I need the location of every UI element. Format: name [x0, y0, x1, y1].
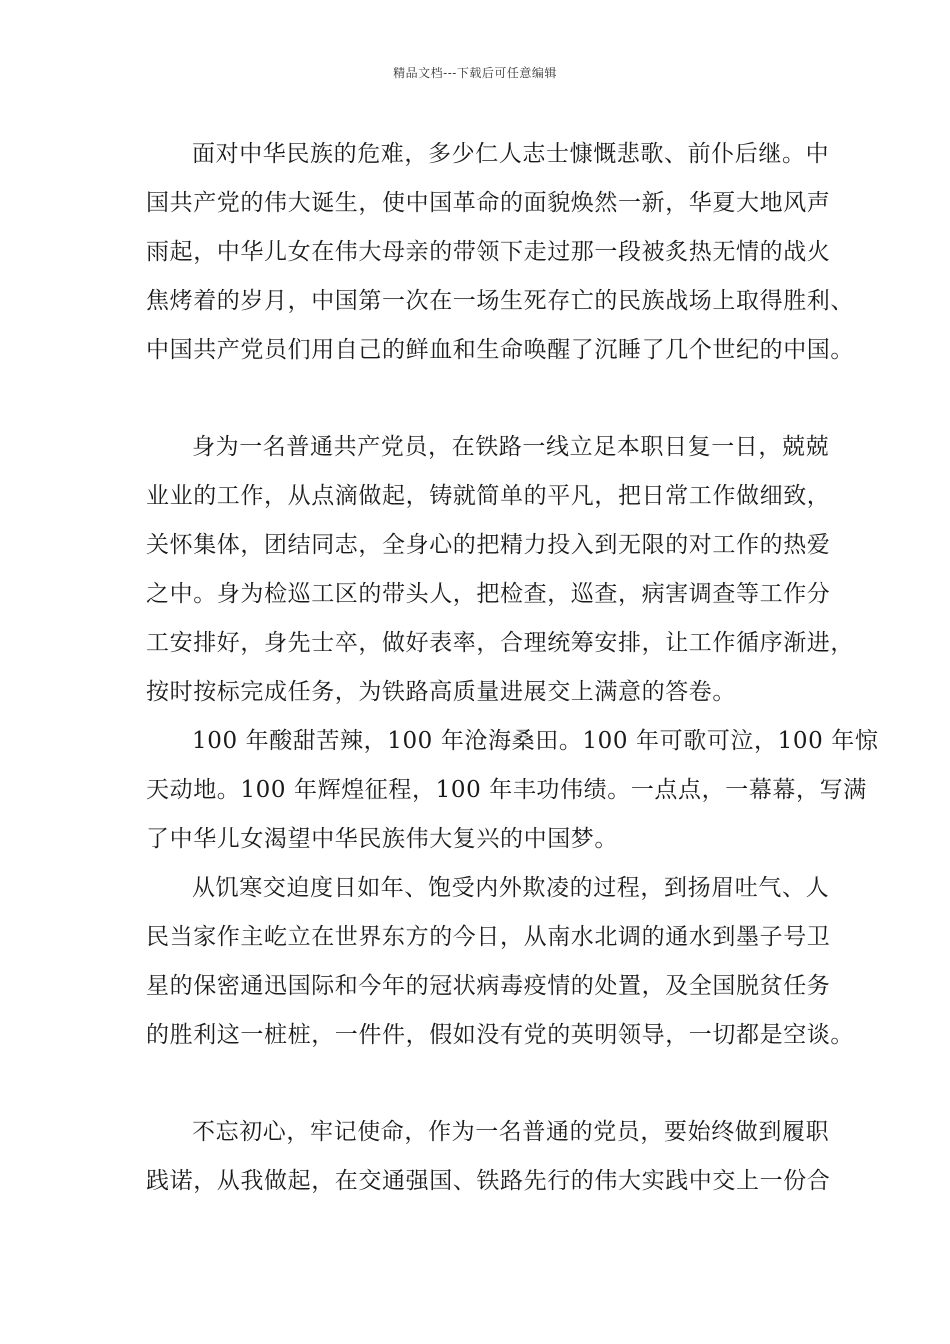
- paragraph-line: 民当家作主屹立在世界东方的今日，从南水北调的通水到墨子号卫: [146, 924, 831, 950]
- paragraph-line: 的胜利这一桩桩，一件件，假如没有党的英明领导，一切都是空谈。: [146, 1022, 854, 1048]
- paragraph-5: [146, 1108, 831, 1206]
- paragraph-4: [146, 864, 854, 1060]
- paragraph-line: 了中华儿女渴望中华民族伟大复兴的中国梦。: [146, 826, 618, 852]
- paragraph-line: 100 年酸甜苦辣，100 年沧海桑田。100 年可歌可泣，100 年惊: [192, 728, 879, 754]
- page-header: 精品文档---下载后可任意编辑: [393, 66, 557, 80]
- paragraph-line: 身为一名普通共产党员，在铁路一线立足本职日复一日，兢兢: [192, 434, 830, 460]
- paragraph-gap: [146, 375, 826, 423]
- paragraph-line: 践诺，从我做起，在交通强国、铁路先行的伟大实践中交上一份合: [146, 1168, 831, 1194]
- paragraph-line: 不忘初心，牢记使命，作为一名普通的党员，要始终做到履职: [192, 1119, 830, 1145]
- paragraph-line: 按时按标完成任务，为铁路高质量进展交上满意的答卷。: [146, 679, 736, 705]
- paragraph-line: 天动地。100 年辉煌征程，100 年丰功伟绩。一点点，一幕幕，写满: [146, 777, 867, 803]
- paragraph-line: 工安排好，身先士卒，做好表率，合理统筹安排，让工作循序渐进，: [146, 630, 854, 656]
- paragraph-line: 关怀集体，团结同志，全身心的把精力投入到无限的对工作的热爱: [146, 532, 831, 558]
- paragraph-line: 雨起，中华儿女在伟大母亲的带领下走过那一段被炙热无情的战火: [146, 239, 831, 265]
- paragraph-line: 中国共产党员们用自己的鲜血和生命唤醒了沉睡了几个世纪的中国。: [146, 337, 854, 363]
- paragraph-1: [146, 130, 854, 375]
- paragraph-3: [146, 717, 879, 864]
- paragraph-line: 业业的工作，从点滴做起，铸就简单的平凡，把日常工作做细致，: [146, 483, 831, 509]
- paragraph-line: 面对中华民族的危难，多少仁人志士慷慨悲歌、前仆后继。中: [192, 141, 830, 167]
- paragraph-line: 国共产党的伟大诞生，使中国革命的面貌焕然一新，华夏大地风声: [146, 190, 831, 216]
- document-body: [146, 130, 879, 1206]
- paragraph-line: 焦烤着的岁月，中国第一次在一场生死存亡的民族战场上取得胜利、: [146, 288, 854, 314]
- paragraph-line: 星的保密通迅国际和今年的冠状病毒疫情的处置，及全国脱贫任务: [146, 973, 831, 999]
- paragraph-line: 之中。身为检巡工区的带头人，把检查，巡查，病害调查等工作分: [146, 581, 831, 607]
- paragraph-2: [146, 423, 854, 717]
- paragraph-gap: [146, 1060, 826, 1108]
- paragraph-line: 从饥寒交迫度日如年、饱受内外欺凌的过程，到扬眉吐气、人: [192, 875, 830, 901]
